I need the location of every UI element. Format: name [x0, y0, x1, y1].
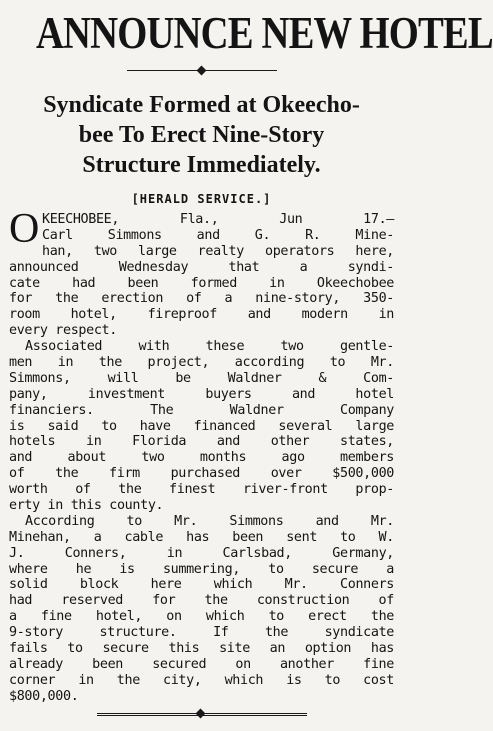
body-line: According to Mr. Simmons and Mr.	[25, 513, 394, 529]
body-line: KEECHOBEE, Fla., Jun 17.—	[41, 212, 394, 227]
body-line: fails to secure this site an option has	[9, 641, 394, 657]
body-line: had reserved for the construction of	[9, 593, 394, 609]
body-line: a fine hotel, on which to erect the	[9, 609, 394, 625]
diamond-ornament-icon	[195, 708, 205, 718]
body-line: worth of the finest river-front prop-	[9, 482, 394, 498]
body-line: cate had been formed in Okeechobee	[9, 275, 394, 291]
body-line: $800,000.	[9, 688, 79, 704]
body-line: pany, investment buyers and hotel	[9, 386, 394, 402]
body-line: erty in this county.	[9, 498, 164, 514]
service-credit: [HERALD SERVICE.]	[131, 192, 272, 206]
paragraph-3	[9, 514, 394, 705]
headline: ANNOUNCE NEW HOTEL	[35, 8, 493, 58]
drop-cap: O	[9, 206, 39, 252]
body-line: financiers. The Waldner Company	[9, 402, 394, 418]
body-line: already been secured on another fine	[9, 656, 394, 672]
ornamental-rule-top	[127, 66, 277, 76]
body-line: for the erection of a nine-story, 350-	[9, 291, 394, 307]
body-line: room hotel, fireproof and modern in	[9, 307, 394, 323]
diamond-ornament-icon	[196, 66, 206, 76]
body-line: Minehan, a cable has been sent to W.	[9, 529, 394, 545]
body-line: and about two months ago members	[9, 450, 394, 466]
body-line: every respect.	[9, 323, 117, 339]
subhead-line: Structure Immediately.	[82, 152, 321, 178]
body-line: announced Wednesday that a syndi-	[9, 259, 394, 275]
body-line: 9-story structure. If the syndicate	[9, 625, 394, 641]
body-line: solid block here which Mr. Conners	[9, 577, 394, 593]
body-line: han, two large realty operators here,	[41, 243, 394, 259]
ornamental-rule-bottom	[97, 709, 307, 719]
subhead-line: Syndicate Formed at Okeecho-	[43, 92, 360, 118]
body-line: Simmons, will be Waldner & Com-	[9, 370, 394, 386]
paragraph-2	[9, 339, 394, 514]
body-line: of the firm purchased over $500,000	[9, 466, 394, 482]
body-line: Associated with these two gentle-	[25, 339, 394, 355]
paragraph-1	[9, 206, 394, 339]
body-line: corner in the city, which is to cost	[9, 672, 394, 688]
article-body	[9, 206, 394, 705]
body-line: Carl Simmons and G. R. Mine-	[41, 227, 394, 243]
body-line: J. Conners, in Carlsbad, Germany,	[9, 545, 394, 561]
body-line: where he is summering, to secure a	[9, 561, 394, 577]
body-line: is said to have financed several large	[9, 418, 394, 434]
body-line: hotels in Florida and other states,	[9, 434, 394, 450]
body-line: men in the project, according to Mr.	[9, 355, 394, 371]
subheadline	[9, 90, 394, 180]
subhead-line: bee To Erect Nine-Story	[78, 122, 325, 148]
